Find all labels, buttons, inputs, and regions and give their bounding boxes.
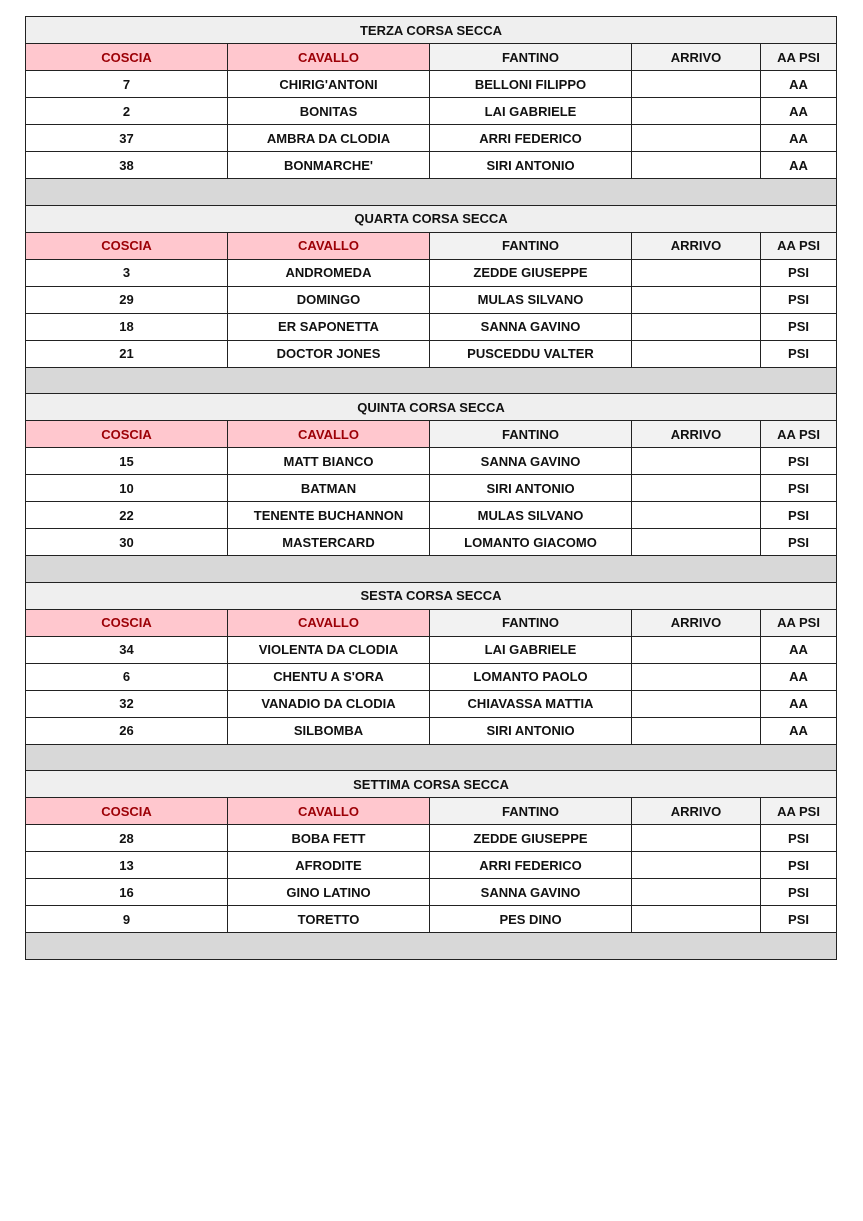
cell-arrivo [632,98,761,125]
cell-arrivo [632,717,761,744]
cell-fantino: SIRI ANTONIO [430,475,632,502]
cell-coscia: 29 [26,286,228,313]
cell-cavallo: SILBOMBA [228,717,430,744]
cell-cavallo: TENENTE BUCHANNON [228,502,430,529]
header-arrivo: ARRIVO [632,609,761,636]
table-row [26,152,837,179]
cell-coscia: 30 [26,529,228,556]
cell-coscia: 3 [26,259,228,286]
cell-coscia: 28 [26,825,228,852]
race-title: SESTA CORSA SECCA [26,582,837,609]
race-title: QUARTA CORSA SECCA [26,205,837,232]
table-row [26,663,837,690]
header-cavallo: CAVALLO [228,609,430,636]
cell-fantino: LAI GABRIELE [430,98,632,125]
cell-coscia: 38 [26,152,228,179]
cell-aapsi: PSI [761,448,837,475]
race-table-4 [25,582,837,772]
cell-fantino: ZEDDE GIUSEPPE [430,825,632,852]
cell-arrivo [632,259,761,286]
race-title-row [26,205,837,232]
spacer-cell [26,367,837,394]
cell-arrivo [632,502,761,529]
table-row [26,313,837,340]
table-row [26,448,837,475]
cell-fantino: BELLONI FILIPPO [430,71,632,98]
cell-aapsi: PSI [761,340,837,367]
cell-fantino: LOMANTO PAOLO [430,663,632,690]
cell-arrivo [632,448,761,475]
cell-aapsi: AA [761,98,837,125]
cell-fantino: SANNA GAVINO [430,448,632,475]
table-row [26,852,837,879]
cell-arrivo [632,340,761,367]
header-fantino: FANTINO [430,798,632,825]
cell-arrivo [632,313,761,340]
cell-fantino: SIRI ANTONIO [430,717,632,744]
cell-cavallo: AMBRA DA CLODIA [228,125,430,152]
spacer-cell [26,556,837,583]
spacer-cell [26,179,837,206]
cell-cavallo: BOBA FETT [228,825,430,852]
spacer-row [26,744,837,771]
table-row [26,71,837,98]
table-row [26,259,837,286]
cell-coscia: 7 [26,71,228,98]
cell-coscia: 6 [26,663,228,690]
table-row [26,98,837,125]
header-arrivo: ARRIVO [632,44,761,71]
cell-fantino: MULAS SILVANO [430,502,632,529]
cell-aapsi: AA [761,636,837,663]
cell-arrivo [632,71,761,98]
cell-aapsi: AA [761,663,837,690]
header-row [26,232,837,259]
cell-arrivo [632,529,761,556]
cell-arrivo [632,152,761,179]
spacer-row [26,933,837,960]
cell-arrivo [632,906,761,933]
header-coscia: COSCIA [26,421,228,448]
cell-coscia: 9 [26,906,228,933]
cell-fantino: ARRI FEDERICO [430,125,632,152]
table-row [26,906,837,933]
cell-aapsi: PSI [761,879,837,906]
cell-arrivo [632,690,761,717]
spacer-cell [26,744,837,771]
header-row [26,609,837,636]
cell-fantino: SIRI ANTONIO [430,152,632,179]
table-row [26,125,837,152]
race-title-row [26,394,837,421]
cell-aapsi: PSI [761,529,837,556]
race-sheet [25,16,836,960]
spacer-cell [26,933,837,960]
table-row [26,502,837,529]
cell-aapsi: PSI [761,825,837,852]
table-row [26,286,837,313]
header-arrivo: ARRIVO [632,232,761,259]
cell-fantino: SANNA GAVINO [430,313,632,340]
header-arrivo: ARRIVO [632,421,761,448]
header-coscia: COSCIA [26,798,228,825]
cell-coscia: 22 [26,502,228,529]
table-row [26,825,837,852]
header-fantino: FANTINO [430,421,632,448]
header-coscia: COSCIA [26,232,228,259]
cell-cavallo: TORETTO [228,906,430,933]
spacer-row [26,556,837,583]
header-coscia: COSCIA [26,609,228,636]
spacer-row [26,179,837,206]
race-table-1 [25,16,837,206]
cell-coscia: 10 [26,475,228,502]
header-arrivo: ARRIVO [632,798,761,825]
cell-aapsi: AA [761,690,837,717]
cell-aapsi: PSI [761,286,837,313]
cell-coscia: 21 [26,340,228,367]
header-row [26,421,837,448]
header-aapsi: AA PSI [761,609,837,636]
cell-cavallo: VANADIO DA CLODIA [228,690,430,717]
header-cavallo: CAVALLO [228,44,430,71]
cell-arrivo [632,852,761,879]
header-cavallo: CAVALLO [228,421,430,448]
cell-cavallo: BATMAN [228,475,430,502]
header-row [26,44,837,71]
cell-cavallo: CHENTU A S'ORA [228,663,430,690]
cell-cavallo: ANDROMEDA [228,259,430,286]
cell-aapsi: AA [761,717,837,744]
cell-coscia: 18 [26,313,228,340]
race-table-5 [25,770,837,960]
cell-coscia: 26 [26,717,228,744]
header-row [26,798,837,825]
header-aapsi: AA PSI [761,232,837,259]
race-title: SETTIMA CORSA SECCA [26,771,837,798]
cell-fantino: SANNA GAVINO [430,879,632,906]
table-row [26,636,837,663]
race-table-2 [25,205,837,395]
cell-aapsi: PSI [761,852,837,879]
cell-aapsi: PSI [761,502,837,529]
cell-arrivo [632,636,761,663]
cell-cavallo: DOCTOR JONES [228,340,430,367]
cell-cavallo: BONITAS [228,98,430,125]
cell-aapsi: PSI [761,313,837,340]
cell-cavallo: MATT BIANCO [228,448,430,475]
table-row [26,529,837,556]
cell-aapsi: PSI [761,906,837,933]
cell-cavallo: BONMARCHE' [228,152,430,179]
cell-coscia: 2 [26,98,228,125]
cell-fantino: PES DINO [430,906,632,933]
cell-cavallo: MASTERCARD [228,529,430,556]
cell-fantino: PUSCEDDU VALTER [430,340,632,367]
cell-cavallo: CHIRIG'ANTONI [228,71,430,98]
cell-arrivo [632,125,761,152]
cell-aapsi: AA [761,152,837,179]
cell-coscia: 15 [26,448,228,475]
cell-fantino: ARRI FEDERICO [430,852,632,879]
cell-aapsi: PSI [761,475,837,502]
cell-fantino: LAI GABRIELE [430,636,632,663]
header-fantino: FANTINO [430,609,632,636]
header-aapsi: AA PSI [761,421,837,448]
cell-cavallo: AFRODITE [228,852,430,879]
cell-arrivo [632,825,761,852]
cell-coscia: 32 [26,690,228,717]
spacer-row [26,367,837,394]
cell-cavallo: VIOLENTA DA CLODIA [228,636,430,663]
cell-arrivo [632,475,761,502]
cell-arrivo [632,879,761,906]
cell-aapsi: AA [761,71,837,98]
race-title-row [26,582,837,609]
table-row [26,690,837,717]
table-row [26,340,837,367]
header-aapsi: AA PSI [761,798,837,825]
header-cavallo: CAVALLO [228,232,430,259]
cell-fantino: CHIAVASSA MATTIA [430,690,632,717]
table-row [26,879,837,906]
race-title: TERZA CORSA SECCA [26,17,837,44]
cell-arrivo [632,286,761,313]
cell-fantino: ZEDDE GIUSEPPE [430,259,632,286]
race-table-3 [25,393,837,583]
table-row [26,475,837,502]
header-fantino: FANTINO [430,232,632,259]
cell-cavallo: GINO LATINO [228,879,430,906]
cell-cavallo: ER SAPONETTA [228,313,430,340]
cell-arrivo [632,663,761,690]
cell-fantino: LOMANTO GIACOMO [430,529,632,556]
header-fantino: FANTINO [430,44,632,71]
race-title-row [26,17,837,44]
race-title-row [26,771,837,798]
cell-aapsi: AA [761,125,837,152]
header-coscia: COSCIA [26,44,228,71]
cell-cavallo: DOMINGO [228,286,430,313]
cell-coscia: 16 [26,879,228,906]
cell-coscia: 34 [26,636,228,663]
header-aapsi: AA PSI [761,44,837,71]
cell-aapsi: PSI [761,259,837,286]
race-title: QUINTA CORSA SECCA [26,394,837,421]
cell-coscia: 13 [26,852,228,879]
cell-fantino: MULAS SILVANO [430,286,632,313]
header-cavallo: CAVALLO [228,798,430,825]
cell-coscia: 37 [26,125,228,152]
table-row [26,717,837,744]
